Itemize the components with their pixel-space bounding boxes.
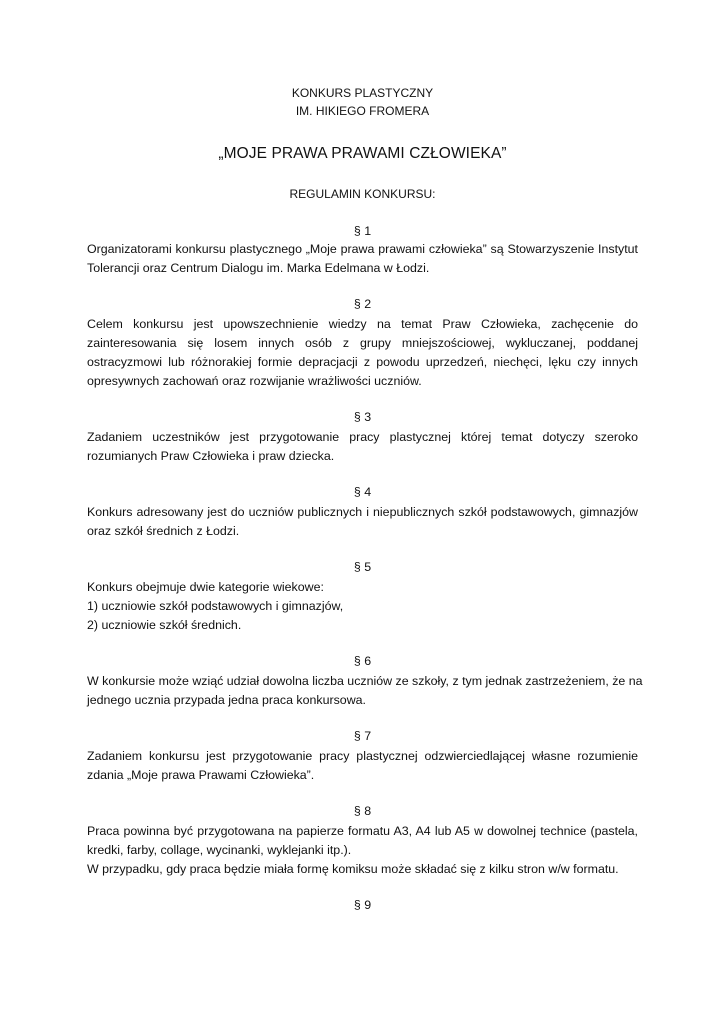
section-2-number: § 2 bbox=[353, 297, 372, 311]
section-2-line-2: zainteresowania się losem innych osób z grupy mniejszościowej, wykluczanej, poddanej bbox=[87, 336, 638, 350]
section-5-number: § 5 bbox=[353, 560, 372, 574]
section-1-number: § 1 bbox=[353, 224, 372, 238]
section-3-line-1: Zadaniem uczestników jest przygotowanie pracy plastycznej której temat dotyczy szeroko bbox=[87, 430, 638, 444]
section-5-line-2: 1) uczniowie szkół podstawowych i gimnazjów, bbox=[87, 599, 344, 613]
section-6-number: § 6 bbox=[353, 654, 372, 668]
section-6-line-1: W konkursie może wziąć udział dowolna liczba uczniów ze szkoły, z tym jednak zastrzeżeniem, że na bbox=[87, 674, 643, 688]
section-5-line-3: 2) uczniowie szkół średnich. bbox=[87, 618, 242, 632]
section-2-line-3: ostracyzmowi lub różnorakiej formie depracjacji z powodu uprzedzeń, niechęci, lęku czy innych bbox=[87, 355, 638, 369]
section-4-line-1: Konkurs adresowany jest do uczniów publicznych i niepublicznych szkół podstawowych, gimnazjów bbox=[87, 505, 638, 519]
section-8-line-2: kredki, farby, collage, wycinanki, wyklejanki itp.). bbox=[87, 843, 352, 857]
competition-patron: IM. HIKIEGO FROMERA bbox=[295, 104, 430, 118]
section-5-line-1: Konkurs obejmuje dwie kategorie wiekowe: bbox=[87, 580, 324, 594]
rules-heading: REGULAMIN KONKURSU: bbox=[289, 187, 436, 201]
competition-name: KONKURS PLASTYCZNY bbox=[291, 86, 434, 100]
section-6-line-2: jednego ucznia przypada jedna praca konkursowa. bbox=[87, 693, 366, 707]
section-8-line-3: W przypadku, gdy praca będzie miała formę komiksu może składać się z kilku stron w/w formatu. bbox=[87, 862, 619, 876]
section-8-number: § 8 bbox=[353, 804, 372, 818]
section-1-line-2: Tolerancji oraz Centrum Dialogu im. Marka Edelmana w Łodzi. bbox=[87, 261, 430, 275]
section-2-line-1: Celem konkursu jest upowszechnienie wiedzy na temat Praw Człowieka, zachęcenie do bbox=[87, 317, 638, 331]
section-1-line-1: Organizatorami konkursu plastycznego „Moje prawa prawami człowieka” są Stowarzyszenie Instytut bbox=[87, 242, 638, 256]
section-4-line-2: oraz szkół średnich z Łodzi. bbox=[87, 524, 240, 538]
document-title: „MOJE PRAWA PRAWAMI CZŁOWIEKA” bbox=[218, 145, 507, 162]
section-7-line-1: Zadaniem konkursu jest przygotowanie pracy plastycznej odzwierciedlającej własne rozumienie bbox=[87, 749, 638, 763]
section-8-line-1: Praca powinna być przygotowana na papierze formatu A3, A4 lub A5 w dowolnej technice (pastela, bbox=[87, 824, 638, 838]
section-3-line-2: rozumianych Praw Człowieka i praw dziecka. bbox=[87, 449, 335, 463]
section-7-number: § 7 bbox=[353, 729, 372, 743]
section-7-line-2: zdania „Moje prawa Prawami Człowieka”. bbox=[87, 768, 315, 782]
section-4-number: § 4 bbox=[353, 485, 372, 499]
section-9-number: § 9 bbox=[353, 898, 372, 912]
section-2-line-4: opresywnych zachowań oraz rozwijanie wrażliwości uczniów. bbox=[87, 374, 422, 388]
section-3-number: § 3 bbox=[353, 410, 372, 424]
